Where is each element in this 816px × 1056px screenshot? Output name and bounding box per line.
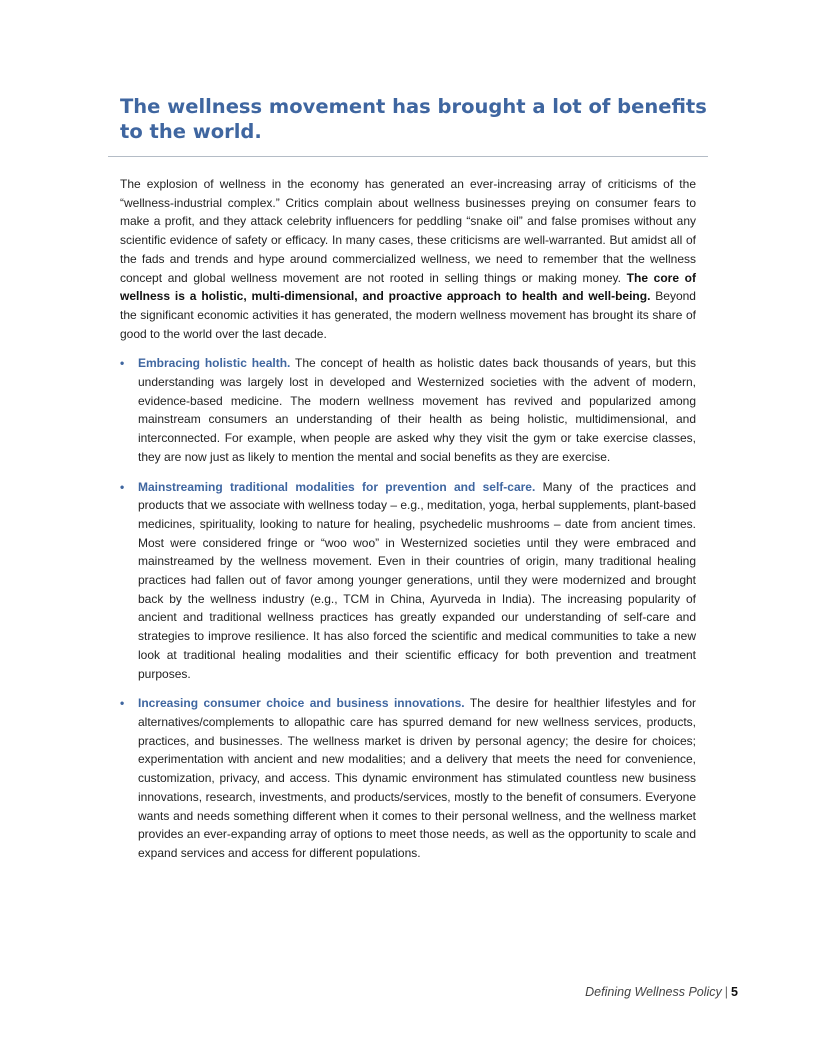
section-heading: The wellness movement has brought a lot of benefits to the world. — [120, 95, 707, 143]
benefit-item-holistic-health — [120, 354, 696, 466]
intro-text-start: The explosion of wellness in the economy has generated an ever-increasing array of criticisms of the “wellness-industrial complex.” Critics complain about wellness businesses preying on consumer fears to make a profit, and they attack celebrity influencers for peddling “snake oil” and false promises without any scientific evidence of safety or efficacy. In many cases, these criticisms are well-warranted. But amidst all of the fads and trends and hype around commercialized wellness, we need to remember that the wellness concept and global wellness movement are not rooted in selling things or making money. — [120, 177, 696, 285]
bullet-icon: • — [120, 696, 125, 711]
footer-document-title: Defining Wellness Policy — [585, 985, 722, 999]
benefit-item-consumer-choice — [120, 694, 696, 862]
benefits-list — [120, 354, 696, 862]
footer-separator: | — [724, 985, 729, 999]
page-number: 5 — [731, 985, 738, 999]
intro-bold-statement: The core of wellness is a holistic, multi-dimensional, and proactive approach to health and well-being. — [120, 270, 696, 304]
benefit-text: The desire for healthier lifestyles and for alternatives/complements to allopathic care has spurred demand for new wellness services, products, practices, and businesses. The wellness market is driven by personal agency; the desire for choices; experimentation with ancient and new modalities; and a delivery that meets the need for convenience, customization, privacy, and access. This dynamic environment has stimulated countless new business innovations, research, investments, and products/services, mostly to the benefit of consumers. Everyone wants and needs something different when it comes to their personal wellness, and the wellness market provides an ever-expanding array of options to meet those needs, as well as the opportunity to scale and expand services and access for different populations. — [138, 696, 696, 860]
body-content — [120, 175, 696, 874]
heading-divider — [108, 156, 708, 157]
benefit-item-traditional-modalities — [120, 478, 696, 684]
page-footer — [585, 985, 738, 999]
benefit-text: Many of the practices and products that we associate with wellness today – e.g., meditation, yoga, herbal supplements, plant-based medicines, spirituality, looking to nature for healing, psychedelic mushrooms – date from ancient times. Most were considered fringe or “woo woo” in Westernized societies until they were embraced and mainstreamed by the wellness movement. Even in their countries of origin, many traditional healing practices had fallen out of favor among younger generations, until they were modernized and brought back by the wellness industry (e.g., TCM in China, Ayurveda in India). The increasing popularity of ancient and traditional wellness practices has greatly expanded our understanding of self-care and strategies to improve resilience. It has also forced the scientific and medical communities to take a new look at traditional healing modalities and their scientific efficacy for both prevention and treatment purposes. — [138, 479, 696, 681]
bullet-icon: • — [120, 356, 125, 371]
benefit-text: The concept of health as holistic dates back thousands of years, but this understanding was largely lost in developed and Westernized societies with the advent of modern, evidence-based medicine. The modern wellness movement has revived and popularized among mainstream consumers an understanding of their health as being holistic, multidimensional, and interconnected. For example, when people are asked why they visit the gym or take exercise classes, they are now just as likely to mention the mental and social benefits as they are exercise. — [138, 356, 696, 464]
benefit-lead: Increasing consumer choice and business innovations. — [138, 696, 465, 711]
benefit-lead: Embracing holistic health. — [138, 356, 291, 371]
intro-text-end: Beyond the significant economic activities it has generated, the modern wellness movement has brought its share of good to the world over the last decade. — [120, 289, 696, 341]
intro-paragraph — [120, 175, 696, 343]
benefit-lead: Mainstreaming traditional modalities for prevention and self-care. — [138, 479, 536, 494]
bullet-icon: • — [120, 479, 125, 494]
